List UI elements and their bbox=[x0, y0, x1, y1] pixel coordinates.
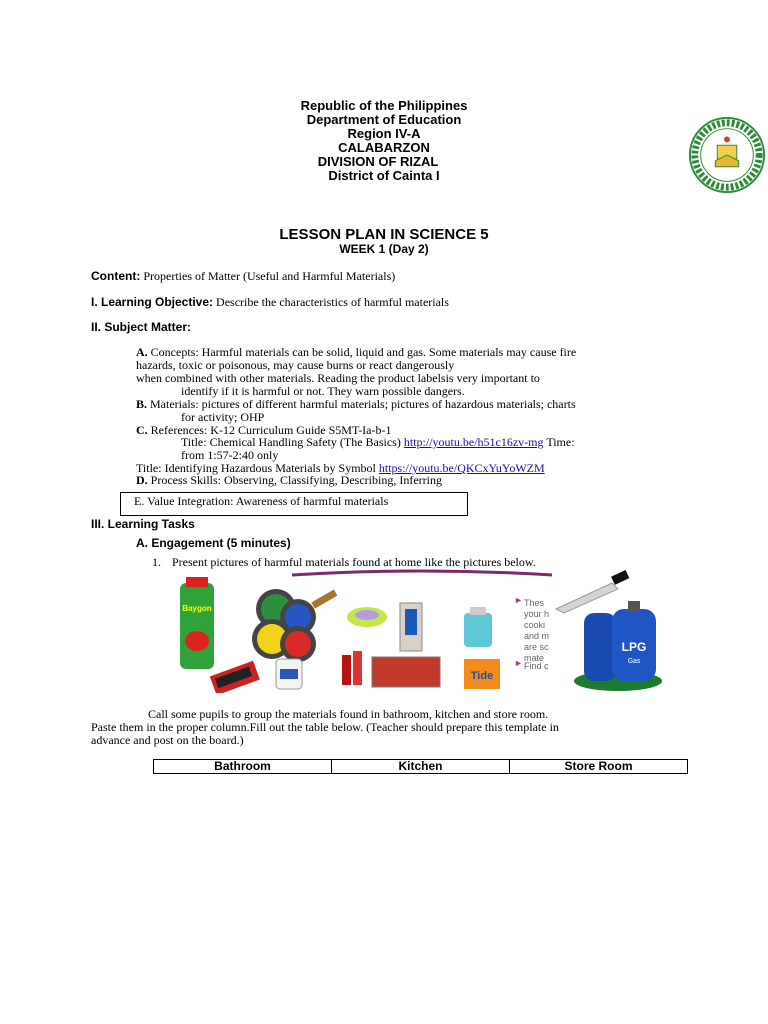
slide-text-3: cooki bbox=[524, 620, 546, 630]
process-skills-label: D. bbox=[136, 473, 148, 487]
gas-label: Gas bbox=[627, 658, 641, 665]
slide-text-1: Thes bbox=[524, 598, 545, 608]
references-label: C. bbox=[136, 423, 148, 437]
content-line bbox=[91, 270, 395, 283]
matchbox bbox=[210, 661, 260, 693]
references-title2: Title: Identifying Hazardous Materials by Symbol bbox=[136, 461, 376, 475]
references-time: from 1:57-2:40 only bbox=[181, 448, 279, 462]
youtube-link-hazard-symbols[interactable]: https://youtu.be/QKCxYuYoWZM bbox=[378, 461, 545, 475]
lesson-title: LESSON PLAN IN SCIENCE 5 bbox=[279, 226, 489, 243]
sauce-bottles bbox=[342, 651, 362, 685]
bleach-jug bbox=[276, 659, 302, 689]
references-time-label: Time: bbox=[546, 435, 575, 449]
concepts-text1: Concepts: Harmful materials can be solid, liquid and gas. Some materials may cause fire bbox=[150, 345, 577, 359]
objective-text: Describe the characteristics of harmful materials bbox=[216, 295, 449, 309]
slide-text-2: your h bbox=[524, 609, 550, 619]
instruction-line2: Paste them in the proper column.Fill out the table below. (Teacher should prepare this template in bbox=[91, 720, 559, 734]
references-text1: References: K-12 Curriculum Guide S5MT-Ia-b-1 bbox=[150, 423, 392, 437]
slide-text-7: Find c bbox=[524, 661, 549, 671]
slide-text-4: and m bbox=[524, 631, 550, 641]
red-mat bbox=[372, 657, 440, 687]
harmful-materials-pictures bbox=[172, 569, 670, 693]
concepts-line2: hazards, toxic or poisonous, may cause burns or react dangerously bbox=[136, 358, 455, 372]
content-text: Properties of Matter (Useful and Harmful Materials) bbox=[143, 269, 396, 283]
lesson-subtitle: WEEK 1 (Day 2) bbox=[339, 242, 429, 256]
header-republic: Republic of the Philippines bbox=[300, 98, 468, 113]
baygon-spray-can bbox=[180, 577, 214, 669]
youtube-link-chemical-safety[interactable]: http://youtu.be/h51c16zv-mg bbox=[403, 435, 544, 449]
slide-text-6: mate bbox=[524, 653, 545, 663]
task-item-number: 1. bbox=[152, 555, 161, 569]
sorting-table-header bbox=[153, 759, 688, 774]
materials-text1: Materials: pictures of different harmful materials; pictures of hazardous materials; charts bbox=[150, 397, 576, 411]
objective-label: I. Learning Objective: bbox=[91, 295, 214, 309]
svg-text:►: ► bbox=[514, 658, 523, 668]
lpg-gas-tanks bbox=[574, 601, 662, 691]
materials-label: B. bbox=[136, 397, 148, 411]
decorative-arc bbox=[292, 571, 552, 575]
tide-label: Tide bbox=[470, 670, 494, 682]
header-district: District of Cainta I bbox=[328, 168, 440, 183]
header-department: Department of Education bbox=[306, 112, 462, 127]
instruction-line1: Call some pupils to group the materials found in bathroom, kitchen and store room. bbox=[148, 707, 549, 721]
objective-line bbox=[91, 296, 449, 309]
slide-text-fragment bbox=[514, 595, 549, 671]
task-item-1 bbox=[152, 556, 536, 569]
engagement-heading: A. Engagement (5 minutes) bbox=[136, 536, 291, 550]
learning-tasks-heading: III. Learning Tasks bbox=[91, 517, 195, 531]
process-skills-line bbox=[136, 474, 442, 487]
column-bathroom: Bathroom bbox=[154, 760, 332, 773]
value-integration-box bbox=[120, 492, 468, 516]
concepts-line4: identify if it is harmful or not. They warn possible dangers. bbox=[181, 384, 465, 398]
content-label: Content: bbox=[91, 269, 141, 283]
shampoo-bottle bbox=[400, 603, 422, 651]
header-division: DIVISION OF RIZAL bbox=[317, 154, 439, 169]
concepts-label: A. bbox=[136, 345, 148, 359]
column-kitchen: Kitchen bbox=[332, 760, 510, 773]
kitchen-knife bbox=[556, 570, 629, 613]
instruction-line3: advance and post on the board.) bbox=[91, 733, 244, 747]
svg-text:►: ► bbox=[514, 595, 523, 605]
paint-cans bbox=[252, 589, 337, 662]
baygon-label: Baygon bbox=[182, 604, 212, 613]
subject-matter-heading: II. Subject Matter: bbox=[91, 320, 192, 334]
task-item-text: Present pictures of harmful materials found at home like the pictures below. bbox=[172, 555, 536, 569]
slide-text-5: are sc bbox=[524, 642, 549, 652]
soap-bar bbox=[347, 607, 387, 627]
header-region: Region IV-A bbox=[347, 126, 421, 141]
mouthwash-bottle bbox=[464, 607, 492, 647]
process-skills-text: Process Skills: Observing, Classifying, Describing, Inferring bbox=[150, 473, 442, 487]
header-calabarzon: CALABARZON bbox=[338, 140, 430, 155]
materials-line2: for activity; OHP bbox=[181, 410, 265, 424]
concepts-line3: when combined with other materials. Reading the product labelsis very important to bbox=[136, 371, 540, 385]
column-store-room: Store Room bbox=[564, 759, 633, 773]
detergent-box bbox=[464, 659, 500, 689]
value-integration-text: E. Value Integration: Awareness of harmful materials bbox=[134, 494, 389, 508]
lpg-label: LPG bbox=[621, 640, 647, 654]
references-title1: Title: Chemical Handling Safety (The Basics) bbox=[181, 435, 401, 449]
division-seal-logo bbox=[688, 116, 766, 194]
